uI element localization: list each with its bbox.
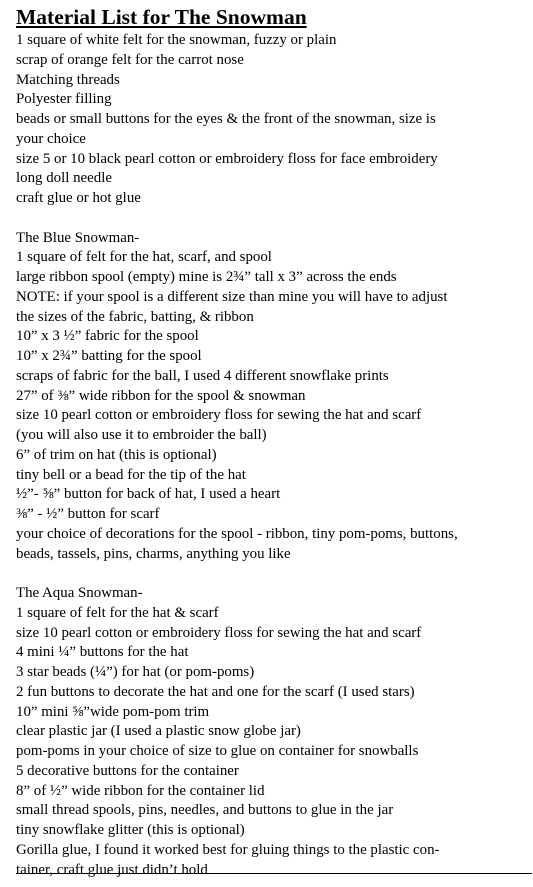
section-gap	[16, 564, 531, 584]
list-item: your choice	[16, 130, 86, 147]
bottom-divider	[16, 873, 532, 874]
list-item: clear plastic jar (I used a plastic snow globe jar)	[16, 723, 301, 740]
list-item: scraps of fabric for the ball, I used 4 different snowflake prints	[16, 367, 389, 384]
list-item: pom-poms in your choice of size to glue on container for snowballs	[16, 743, 419, 759]
list-item: 1 square of white felt for the snowman, fuzzy or plain	[16, 32, 337, 48]
list-item: size 5 or 10 black pearl cotton or embroidery floss for face embroidery	[16, 150, 438, 167]
page-title: Material List for The Snowman	[16, 5, 307, 29]
list-item: ½”- ⅝” button for back of hat, I used a heart	[16, 486, 281, 503]
material-list	[16, 31, 531, 880]
list-item: size 10 pearl cotton or embroidery floss for sewing the hat and scarf	[16, 407, 422, 424]
list-item: 10” mini ⅝”wide pom-pom trim	[16, 703, 210, 720]
list-item: ⅜” - ½” button for scarf	[16, 506, 160, 522]
list-section-0	[16, 31, 531, 209]
list-item: 10” x 2¾” batting for the spool	[16, 348, 202, 364]
list-item: 3 star beads (¼”) for hat (or pom-poms)	[16, 664, 255, 680]
list-item: 2 fun buttons to decorate the hat and one for the scarf (I used stars)	[16, 683, 415, 700]
list-item: 8” of ½” wide ribbon for the container lid	[16, 782, 265, 799]
section-gap	[16, 209, 531, 229]
list-item: 5 decorative buttons for the container	[16, 762, 239, 779]
document-page	[16, 4, 531, 880]
list-item: Matching threads	[16, 71, 120, 88]
list-item: large ribbon spool (empty) mine is 2¾” tall x 3” across the ends	[16, 269, 397, 285]
list-section-1	[16, 229, 531, 565]
list-item: NOTE: if your spool is a different size than mine you will have to adjust	[16, 288, 448, 305]
list-item: 27” of ⅜” wide ribbon for the spool & snowman	[16, 387, 306, 404]
list-section-2	[16, 584, 531, 880]
list-item: your choice of decorations for the spool - ribbon, tiny pom-poms, buttons,	[16, 525, 458, 542]
list-item: craft glue or hot glue	[16, 190, 141, 206]
list-item: (you will also use it to embroider the ball)	[16, 427, 267, 443]
list-item: long doll needle	[16, 170, 112, 187]
section-heading: The Aqua Snowman-	[16, 585, 143, 601]
list-item: Gorilla glue, I found it worked best for gluing things to the plastic con-	[16, 841, 440, 858]
list-item: size 10 pearl cotton or embroidery floss for sewing the hat and scarf	[16, 624, 422, 641]
list-item: Polyester filling	[16, 91, 112, 108]
list-item: tainer, craft glue just didn’t hold	[16, 861, 208, 878]
list-item: beads, tassels, pins, charms, anything you like	[16, 545, 291, 562]
list-item: beads or small buttons for the eyes & the front of the snowman, size is	[16, 111, 436, 127]
list-item: 1 square of felt for the hat & scarf	[16, 604, 219, 621]
list-item: small thread spools, pins, needles, and buttons to glue in the jar	[16, 802, 394, 819]
list-item: 10” x 3 ½” fabric for the spool	[16, 328, 199, 345]
list-item: 6” of trim on hat (this is optional)	[16, 446, 217, 463]
section-heading: The Blue Snowman-	[16, 229, 140, 246]
list-item: 4 mini ¼” buttons for the hat	[16, 644, 189, 661]
list-item: scrap of orange felt for the carrot nose	[16, 51, 244, 68]
list-item: 1 square of felt for the hat, scarf, and spool	[16, 249, 272, 266]
list-item: the sizes of the fabric, batting, & ribbon	[16, 308, 254, 325]
list-item: tiny bell or a bead for the tip of the hat	[16, 466, 246, 483]
list-item: tiny snowflake glitter (this is optional)	[16, 822, 245, 838]
